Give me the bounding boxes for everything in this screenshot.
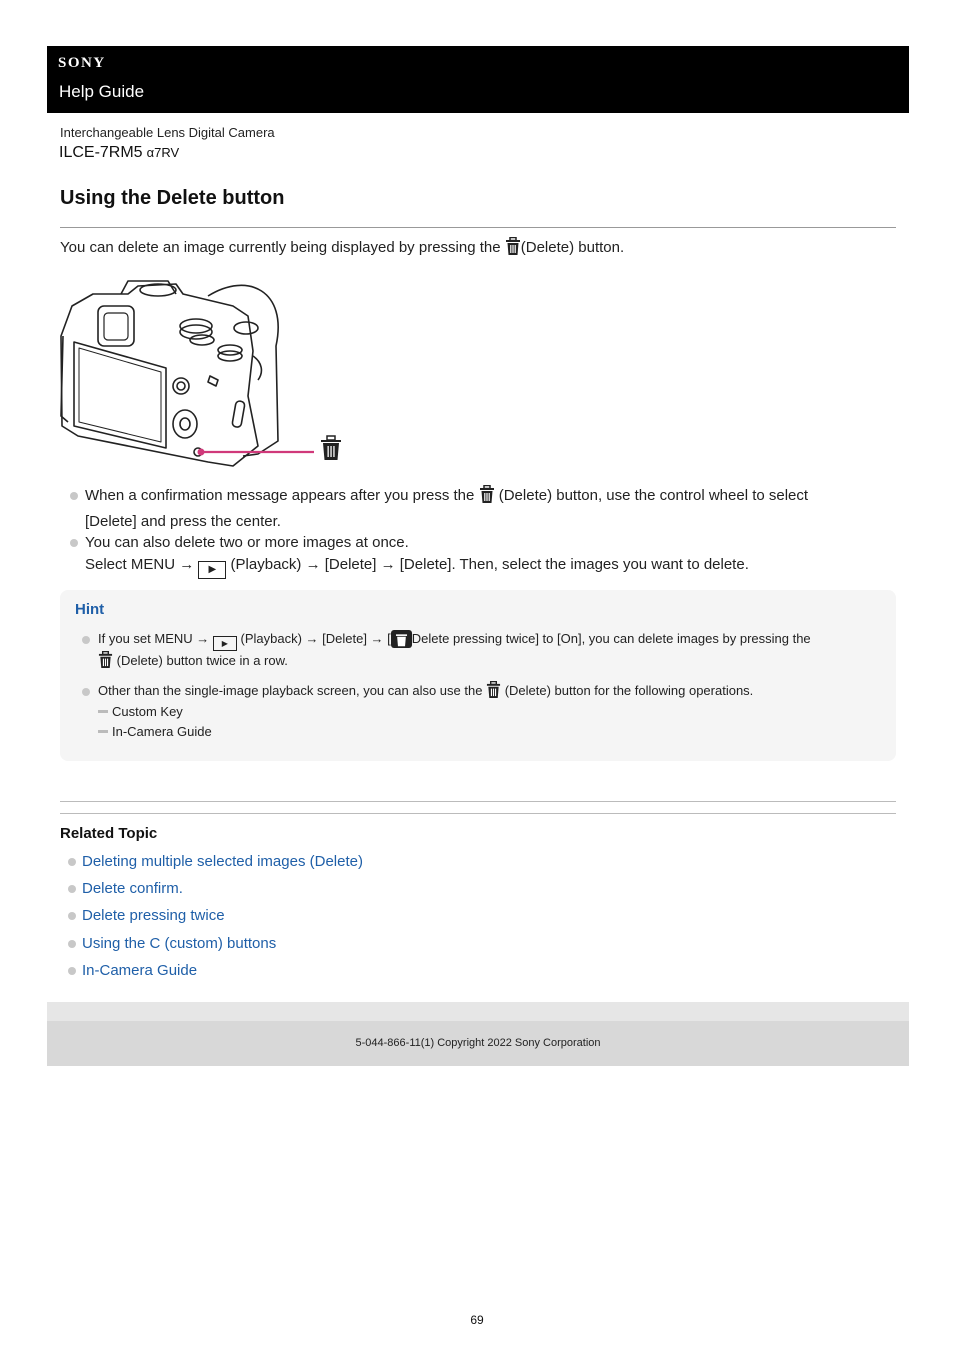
link-label[interactable]: Using the C (custom) buttons [82, 934, 277, 952]
intro-after: (Delete) button. [520, 239, 625, 256]
product-type: Interchangeable Lens Digital Camera [60, 125, 275, 140]
b1-before: When a confirmation message appears after you press the [85, 487, 475, 504]
page-number: 69 [470, 1313, 484, 1327]
link-label[interactable]: In-Camera Guide [82, 961, 198, 979]
related-link[interactable] [68, 905, 363, 932]
link-label[interactable]: Delete confirm. [82, 880, 183, 898]
related-link[interactable] [68, 878, 363, 905]
delete-trash-icon [321, 436, 341, 460]
list-item [68, 532, 868, 579]
bullet-dot [70, 539, 78, 547]
dash-marker [98, 710, 108, 713]
hint-item [98, 681, 888, 704]
related-links [68, 851, 363, 987]
divider [60, 813, 896, 814]
page-title: Using the Delete button [60, 187, 285, 209]
b2-line1: You can also delete two or more images at once. [85, 534, 409, 551]
sony-logo: SONY [58, 55, 106, 71]
related-link[interactable] [68, 960, 363, 987]
link-label[interactable]: Delete pressing twice [82, 907, 225, 925]
related-topic-title: Related Topic [60, 825, 158, 842]
bullet-dot [70, 492, 78, 500]
header-bar [47, 46, 909, 113]
instruction-list [68, 485, 868, 579]
trash-icon [505, 237, 521, 260]
play-icon: ▶ [198, 561, 226, 579]
link-label[interactable]: Deleting multiple selected images (Delete) [82, 853, 363, 870]
delete-twice-icon [391, 630, 412, 648]
hint-box [60, 590, 896, 761]
hint-title: Hint [75, 601, 105, 618]
sub1-label: Custom Key [112, 704, 183, 719]
list-item [68, 485, 868, 532]
trash-icon [486, 681, 501, 704]
h1-mid: (Playback) → [Delete] → [ [240, 631, 391, 646]
hint-subitem [98, 704, 183, 719]
b1-line2: [Delete] and press the center. [85, 512, 281, 530]
help-guide-label[interactable]: Help Guide [59, 82, 145, 101]
bullet-dot [68, 858, 76, 866]
b2-before: Select MENU → [85, 555, 195, 573]
dash-marker [98, 730, 108, 733]
footer-band [47, 1002, 909, 1021]
camera-illustration [58, 276, 348, 476]
bullet-dot [68, 967, 76, 975]
h1-before: If you set MENU → [98, 631, 210, 646]
hint-subitem [98, 724, 212, 739]
trash-icon [98, 651, 113, 674]
footer-copyright: 5-044-866-11(1) Copyright 2022 Sony Corporation [47, 1021, 909, 1066]
divider [60, 801, 896, 802]
h2-after: (Delete) button for the following operations. [504, 683, 754, 698]
play-icon: ▶ [213, 636, 237, 651]
model-code: ILCE-7RM5 [59, 144, 143, 161]
trash-icon [479, 485, 495, 511]
hint-item [98, 629, 888, 674]
b2-after: (Playback) → [Delete] → [Delete]. Then, select the images you want to delete. [230, 555, 749, 573]
sub2-label: In-Camera Guide [112, 724, 212, 739]
h1-line2: (Delete) button twice in a row. [116, 653, 288, 668]
bullet-dot [68, 940, 76, 948]
divider [60, 227, 896, 228]
related-link[interactable] [68, 851, 363, 878]
bullet-dot [68, 885, 76, 893]
bullet-dot [82, 688, 90, 696]
intro-before: You can delete an image currently being displayed by pressing the [60, 239, 501, 256]
b1-after: (Delete) button, use the control wheel to select [498, 487, 809, 504]
h1-after: Delete pressing twice] to [On], you can delete images by pressing the [411, 631, 811, 646]
model-name [59, 144, 179, 162]
related-link[interactable] [68, 933, 363, 960]
bullet-dot [68, 912, 76, 920]
bullet-dot [82, 636, 90, 644]
h2-before: Other than the single-image playback screen, you can also use the [98, 683, 483, 698]
intro-text [60, 237, 624, 260]
model-alpha: α7RV [146, 145, 180, 160]
